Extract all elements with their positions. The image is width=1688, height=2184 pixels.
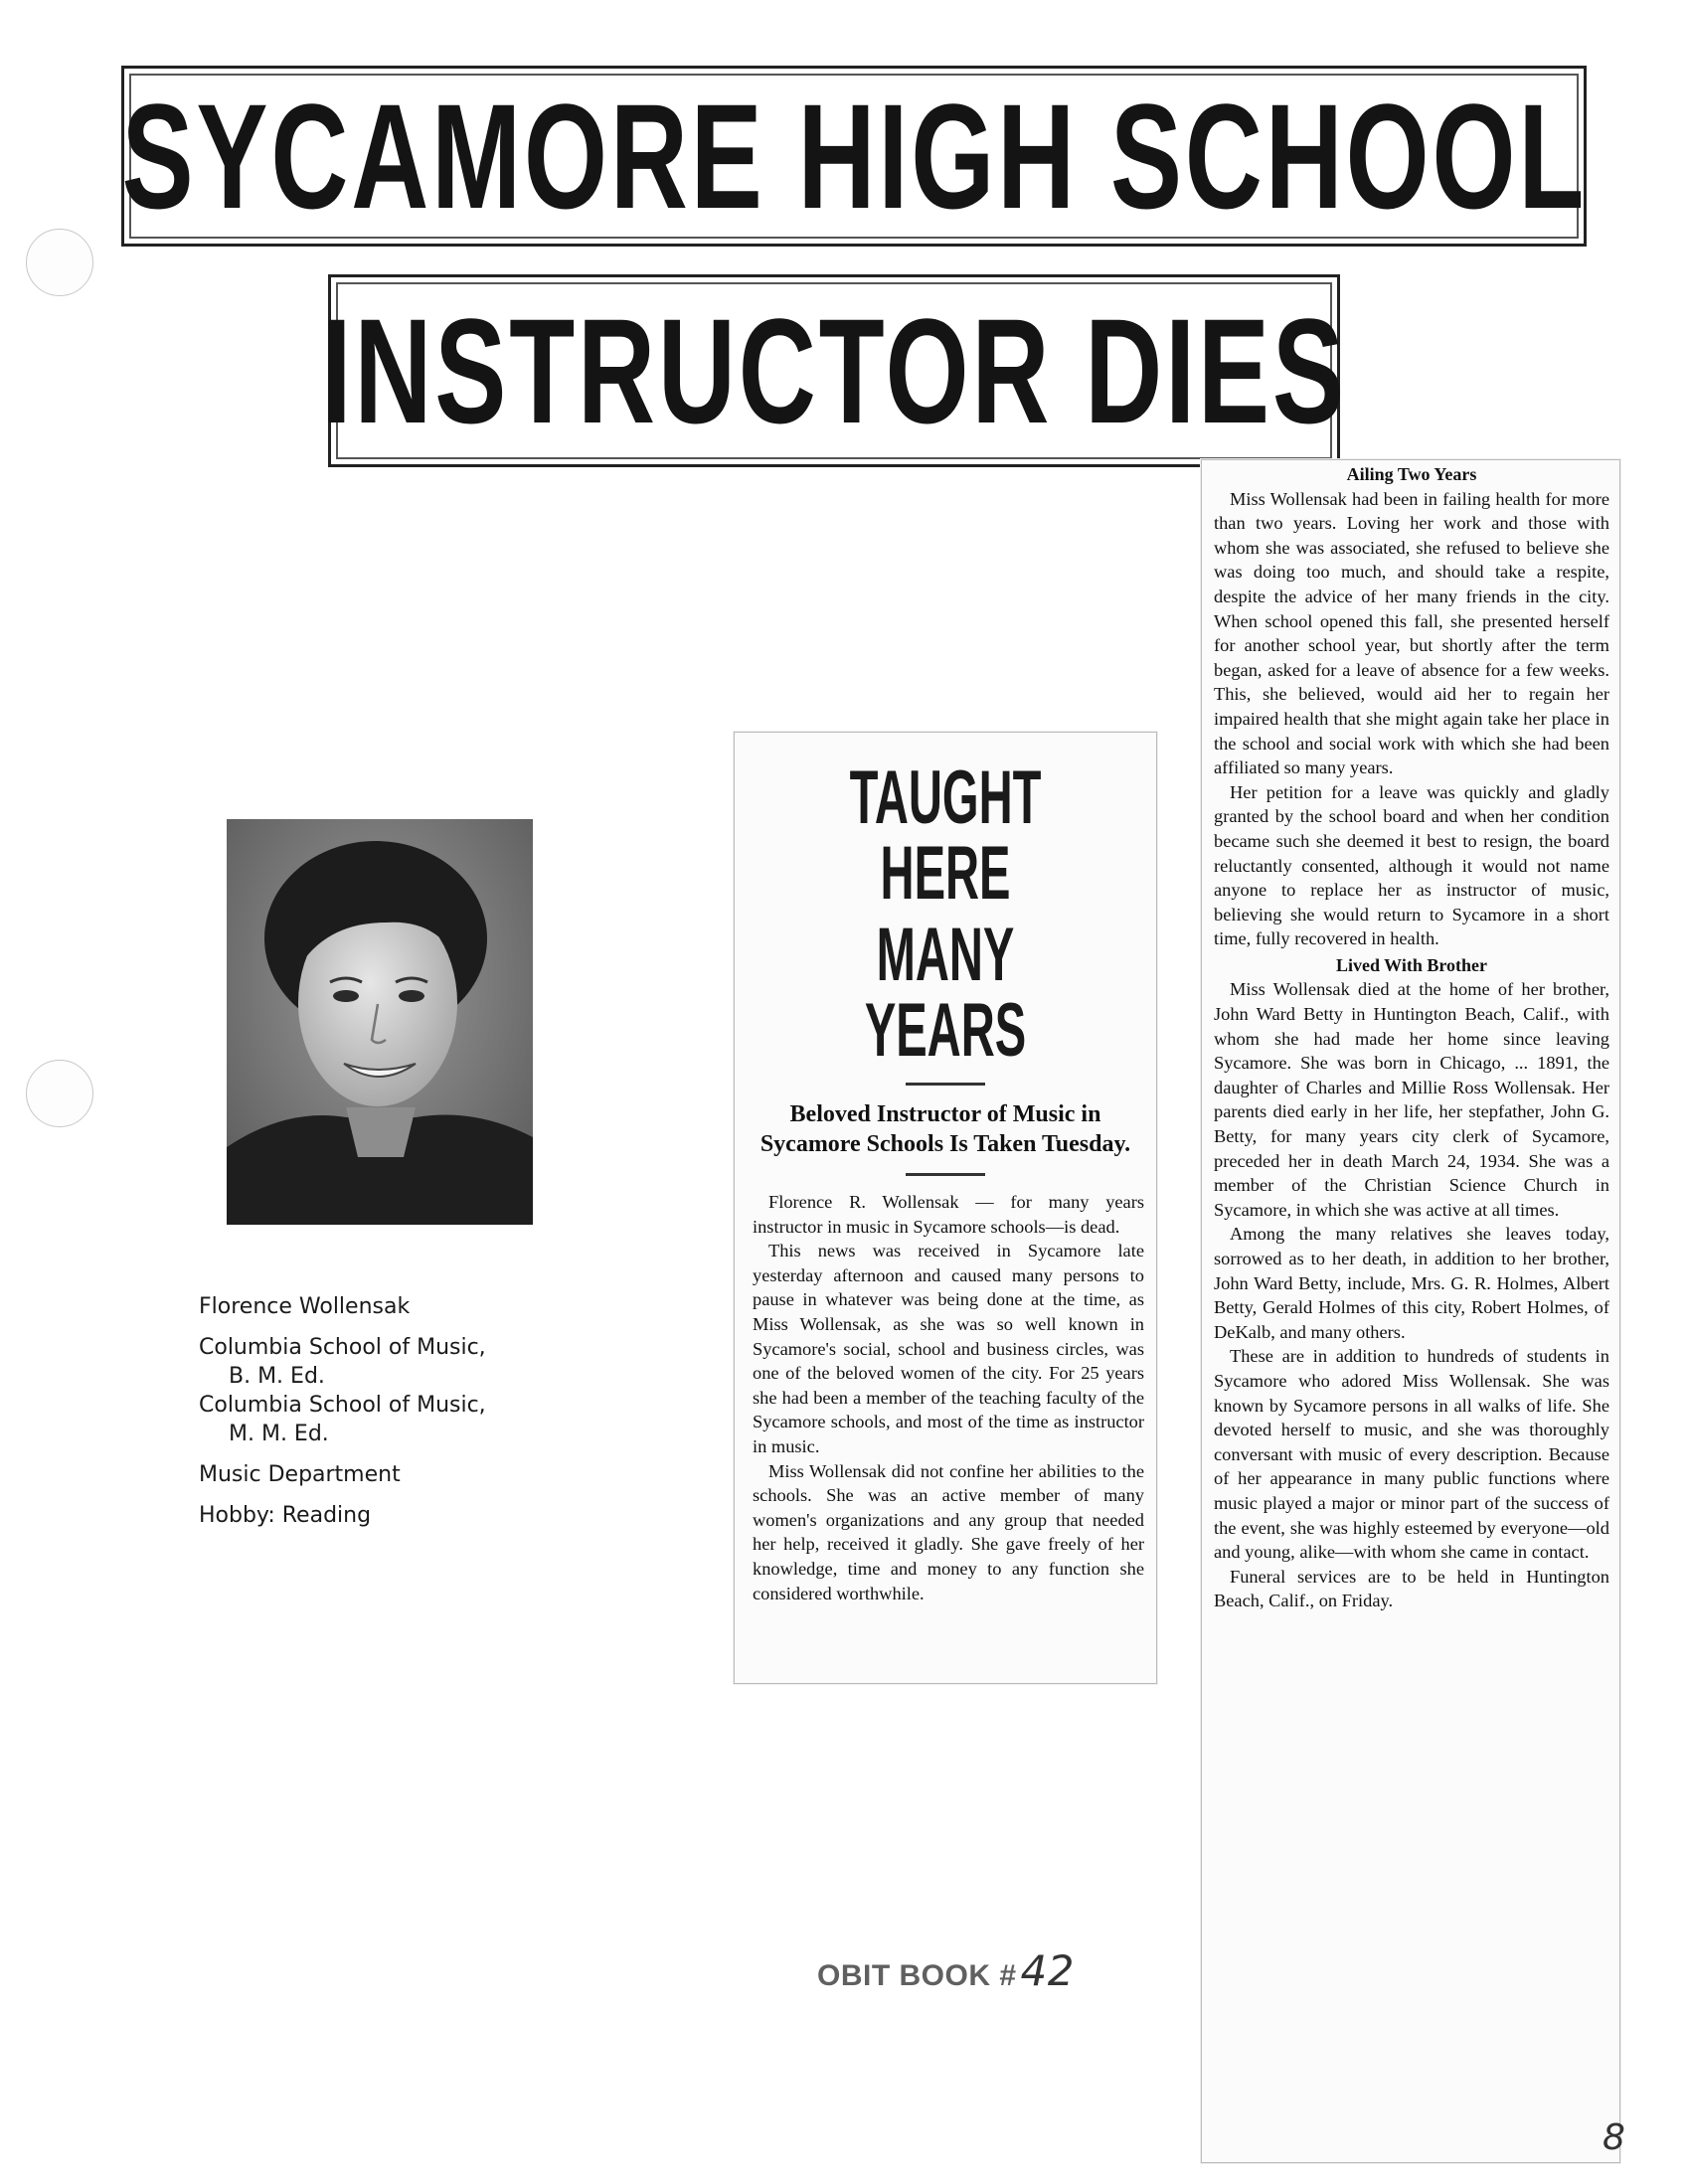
yearbook-caption: [199, 1292, 587, 1530]
clipping-headline-line2: MANY YEARS: [864, 913, 1027, 1073]
clipping-right-body: [1202, 462, 1619, 1613]
subhead-ailing: Ailing Two Years: [1346, 464, 1477, 484]
obit-book-label: OBIT BOOK #: [817, 1959, 1017, 1992]
paragraph: Funeral services are to be held in Huntington Beach, Calif., on Friday.: [1214, 1566, 1609, 1611]
headline-line-1-text: SYCAMORE HIGH SCHOOL: [121, 72, 1587, 240]
caption-degree2: M. M. Ed.: [229, 1422, 329, 1446]
paragraph: Among the many relatives she leaves today, sorrowed as to her death, in addition to her brother, John Ward Betty, include, Mrs. G. R. Holmes, Albert Betty, Gerald Holmes of this city, Robert Holmes, of DeKalb, and many others.: [1214, 1224, 1609, 1342]
caption-degree1: B. M. Ed.: [229, 1364, 325, 1389]
caption-degree1-school: Columbia School of Music,: [199, 1335, 486, 1360]
paragraph: Florence R. Wollensak — for many years instructor in music in Sycamore schools—is dead.: [753, 1192, 1144, 1237]
clipping-deck: Beloved Instructor of Music in Sycamore Schools Is Taken Tuesday.: [760, 1101, 1131, 1157]
divider-rule: [906, 1083, 985, 1086]
clipping-headline-line1: TAUGHT HERE: [849, 756, 1042, 916]
paragraph: These are in addition to hundreds of students in Sycamore who adored Miss Wollensak. She was known by Sycamore persons in all walks of life. She devoted herself to music, and she was thoroughly conversant with music of every description. Because of her appearance in many public functions where music played a major or minor part of the success of the event, she was highly esteemed by everyone—old and young, alike—with whom she came in contact.: [1214, 1346, 1609, 1563]
caption-hobby: Hobby: Reading: [199, 1503, 372, 1528]
paragraph: Miss Wollensak had been in failing health for more than two years. Loving her work and those with whom she was associated, she refused to believe she was doing too much, and should take a respite, despite the advice of her many friends in the city. When school opened this fall, she presented herself for another school year, but shortly after the term began, asked for a leave of absence for a few weeks. This, she believed, would aid her to regain her impaired health that she might again take her place in the school and social work with which she had been affiliated so many years.: [1214, 488, 1609, 778]
headline-line-2-text: INSTRUCTOR DIES: [321, 286, 1347, 454]
paragraph: Miss Wollensak did not confine her abilities to the schools. She was an active member of many women's organizations and any group that needed her help, received it gladly. She gave freely of her knowledge, time and money to any function she considered worthwhile.: [753, 1460, 1144, 1603]
paragraph: Miss Wollensak died at the home of her brother, John Ward Betty in Huntington Beach, Calif., with whom she had made her home since leaving Sycamore. She was born in Chicago, ... 1891, the daughter of Charles and Millie Ross Wollensak. Her parents died early in her life, her stepfather, John G. Betty, for many years city clerk of Sycamore, preceded her in death March 24, 1934. She was a member of the Christian Science Church in Sycamore, in which she was active at all times.: [1214, 979, 1609, 1220]
caption-department: Music Department: [199, 1462, 401, 1487]
clipping-right: [1201, 459, 1620, 2163]
obit-book-stamp: [817, 1946, 1075, 1995]
divider-rule: [906, 1173, 985, 1176]
paragraph: Her petition for a leave was quickly and gladly granted by the school board and when her condition became such she deemed it best to resign, the board reluctantly consented, although it would not name anyone to replace her as instructor of music, believing she would return to Sycamore in a short time, fully recovered in health.: [1214, 781, 1609, 949]
headline-line-2: [321, 274, 1347, 467]
clipping-middle: [734, 732, 1157, 1684]
page-number: 8: [1603, 2117, 1625, 2158]
clipping-headline: [735, 756, 1156, 1073]
clipping-body: [735, 1190, 1156, 1605]
portrait-photo: [227, 819, 533, 1225]
portrait-image: [227, 819, 533, 1225]
headline-line-1: [121, 66, 1587, 247]
punch-hole-top: [26, 229, 93, 296]
paragraph: This news was received in Sycamore late yesterday afternoon and caused many persons to pause in whatever was being done at the time, as Miss Wollensak, as she was so well known in Sycamore's social, school and business circles, was one of the beloved women of the city. For 25 years she had been a member of the teaching faculty of the Sycamore schools, and most of the time as instructor in music.: [753, 1241, 1144, 1456]
punch-hole-bottom: [26, 1060, 93, 1127]
obit-book-number: 42: [1020, 1946, 1075, 1995]
caption-name: Florence Wollensak: [199, 1294, 411, 1319]
subhead-lived-with-brother: Lived With Brother: [1335, 954, 1487, 975]
caption-degree2-school: Columbia School of Music,: [199, 1393, 486, 1418]
